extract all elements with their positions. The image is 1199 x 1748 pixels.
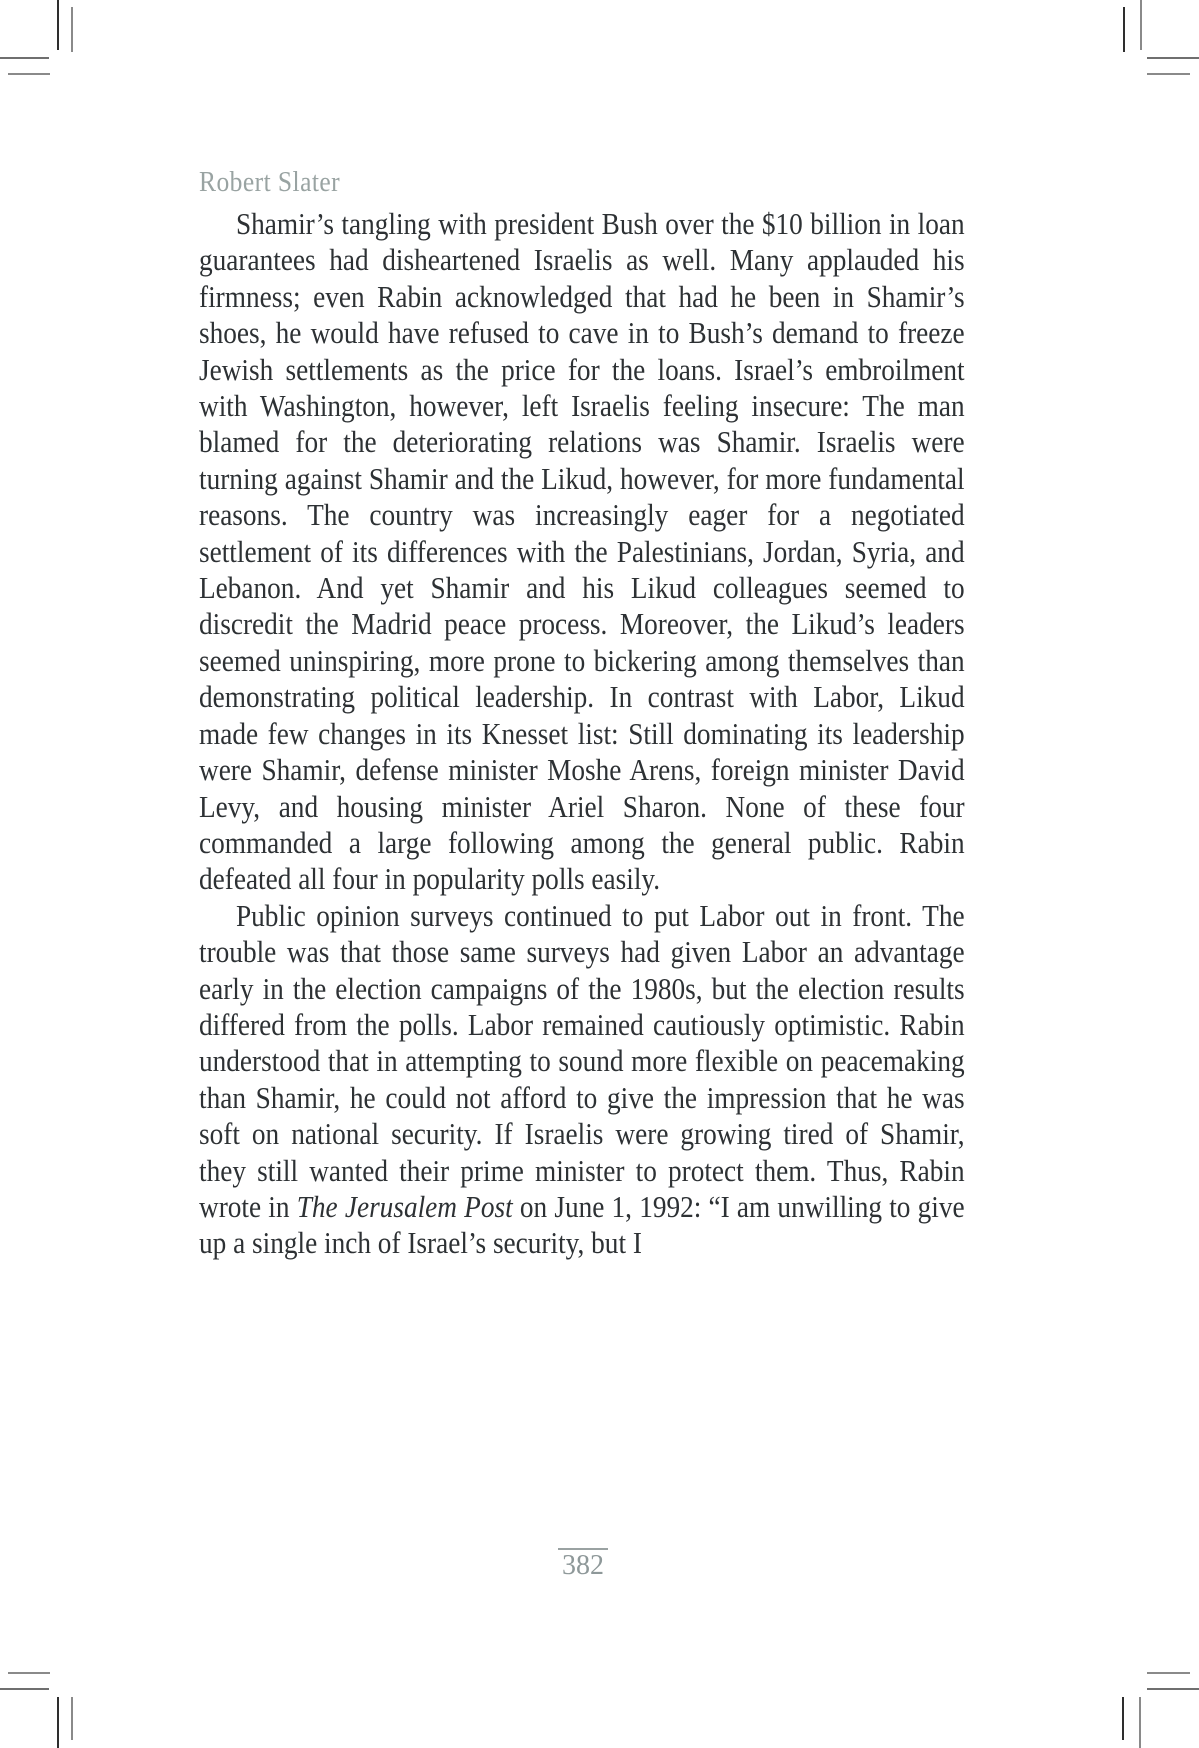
crop-mark-top-right-vertical-inner xyxy=(1123,7,1125,52)
crop-mark-bottom-right-horizontal-outer xyxy=(1147,1688,1199,1690)
crop-mark-bottom-right-vertical-outer xyxy=(1139,1697,1141,1748)
running-header-author: Robert Slater xyxy=(199,166,341,198)
crop-mark-bottom-left-vertical-outer xyxy=(57,1697,59,1748)
page-number: 382 xyxy=(562,1550,604,1581)
crop-mark-top-left-horizontal-outer xyxy=(0,57,49,59)
crop-mark-top-right-horizontal-outer xyxy=(1147,57,1199,59)
italic-publication-title: The Jerusalem Post xyxy=(296,1188,513,1224)
paragraph-2-text-before-italic: Public opinion surveys continued to put Labor out in front. The trouble was that those same surveys had given Labor an advantage early in the election campaigns of the 1980s, but the election results differed from the polls. Labor remained cautiously optimistic. Rabin understood that in attempting to sound more flexible on peacemaking than Shamir, he could not afford to give the impression that he was soft on national security. If Israelis were growing tired of Shamir, they still wanted their prime minister to protect them. Thus, Rabin wrote in xyxy=(199,897,965,1224)
text-block xyxy=(199,166,965,1262)
paragraph-2-text-after-italic: on June 1, 1992: “I am unwilling to give up a single inch of Israel’s security, but I xyxy=(199,1188,965,1261)
body-text xyxy=(199,206,965,1262)
crop-mark-top-left-vertical-inner xyxy=(71,7,73,52)
crop-mark-bottom-left-horizontal-outer xyxy=(0,1688,49,1690)
crop-mark-top-right-vertical-outer xyxy=(1140,0,1142,50)
crop-mark-bottom-right-vertical-inner xyxy=(1122,1697,1124,1740)
paragraph-1 xyxy=(199,206,965,898)
crop-mark-top-left-horizontal-inner xyxy=(8,73,50,75)
crop-mark-top-left-vertical-outer xyxy=(57,0,59,50)
paragraph-2 xyxy=(199,898,965,1262)
crop-mark-bottom-left-horizontal-inner xyxy=(8,1672,50,1674)
crop-mark-top-right-horizontal-inner xyxy=(1147,73,1190,75)
paragraph-1-text: Shamir’s tangling with president Bush over the $10 billion in loan guarantees had disheartened Israelis as well. Many applauded his firmness; even Rabin acknowledged that had he been in Shamir’s shoes, he would have refused to cave in to Bush’s demand to freeze Jewish settlements as the price for the loans. Israel’s embroilment with Washington, however, left Israelis feeling insecure: The man blamed for the deteriorating relations was Shamir. Israelis were turning against Shamir and the Likud, however, for more fundamental reasons. The country was increasingly eager for a negotiated settlement of its differences with the Palestinians, Jordan, Syria, and Lebanon. And yet Shamir and his Likud colleagues seemed to discredit the Madrid peace process. Moreover, the Likud’s leaders seemed uninspiring, more prone to bickering among themselves than demonstrating political leadership. In contrast with Labor, Likud made few changes in its Knesset list: Still dominating its leadership were Shamir, defense minister Moshe Arens, foreign minister David Levy, and housing minister Ariel Sharon. None of these four commanded a large following among the general public. Rabin defeated all four in popularity polls easily. xyxy=(199,206,965,897)
crop-mark-bottom-right-horizontal-inner xyxy=(1147,1672,1190,1674)
crop-mark-bottom-left-vertical-inner xyxy=(71,1697,73,1740)
